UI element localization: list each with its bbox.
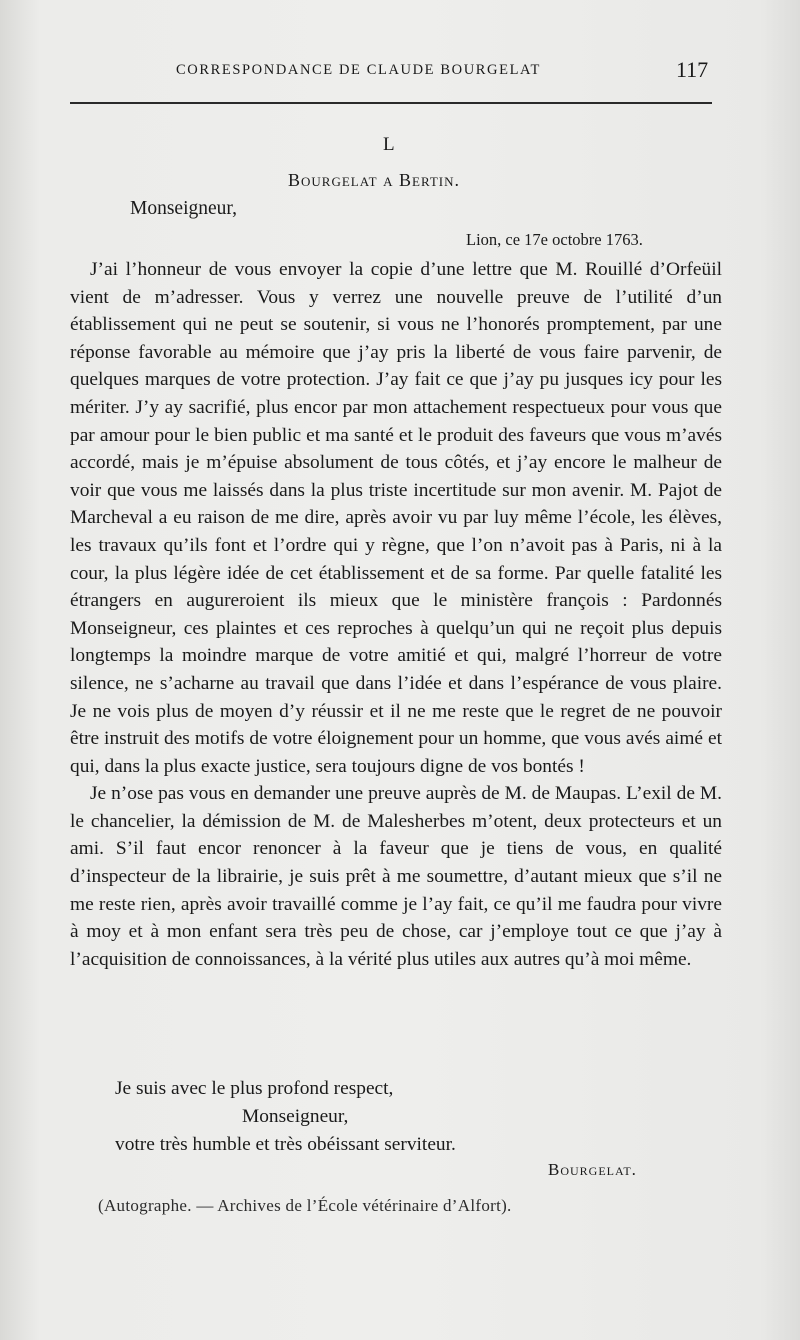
closing-address: Monseigneur, bbox=[242, 1106, 349, 1127]
letter-numeral: L bbox=[383, 134, 395, 155]
closing-formula: Je suis avec le plus profond respect, bbox=[115, 1078, 394, 1099]
salutation: Monseigneur, bbox=[130, 198, 237, 219]
dateline: Lion, ce 17e octobre 1763. bbox=[466, 230, 643, 249]
header-rule bbox=[70, 102, 712, 104]
signature: Bourgelat. bbox=[548, 1160, 637, 1179]
paragraph: Je n’ose pas vous en demander une preuve auprès de M. de Maupas. L’exil de M. le chancelier, la démission de M. de Malesherbes m’otent, deux protecteurs et un ami. S’il faut encor renoncer à la faveur que je tiens de vous, en qualité d’inspecteur de la librairie, je suis prêt à me soumettre, d’autant mieux que s’il ne me reste rien, après avoir travaillé comme je l’ay fait, ce qu’il me faudra pour vivre à moy et à mon enfant sera très peu de chose, car j’employe tout ce que j’ay à l’acquisition de connoissances, à la vérité plus utiles aux autres qu’à moi même. bbox=[70, 783, 722, 970]
paragraph: J’ai l’honneur de vous envoyer la copie d’une lettre que M. Rouillé d’Orfeüil vient de m’adresser. Vous y verrez une nouvelle preuve de l’utilité d’un établissement qui ne peut se soutenir, si vous ne l’honorés promptement, par une réponse favorable au mémoire que j’ay pris la liberté de vous faire parvenir, de quelques marques de votre protection. J’ay fait ce que j’ay pu jusques icy pour les mériter. J’y ay sacrifié, plus encor par mon attachement respectueux pour vous que par amour pour le bien public et ma santé et le produit des faveurs que vous m’avés accordé, mais je m’épuise absolument de tous côtés, et j’ay encore le malheur de voir que vous me laissés dans la plus triste incertitude sur mon avenir. M. Pajot de Marcheval a eu raison de me dire, après avoir vu par luy même l’école, les élèves, les travaux qu’ils font et l’ordre qui y règne, que l’on n’avoit pas à Paris, ni à la cour, la plus légère idée de cet établissement et de sa forme. Par quelle fatalité les étrangers en augureroient ils mieux que le ministère françois : Pardonnés Monseigneur, ces plaintes et ces reproches à quelqu’un qui ne reçoit plus depuis longtemps la moindre marque de votre amitié et qui, malgré l’horreur de votre silence, ne s’acharne au travail que dans l’idée et dans l’espérance de vous plaire. Je ne vois plus de moyen d’y réussir et il ne me reste que le regret de ne pouvoir être instruit des motifs de votre éloignement pour un homme, que vous avés aimé et qui, dans la plus exacte justice, sera toujours digne de vos bontés ! bbox=[70, 259, 722, 777]
page-number: 117 bbox=[676, 57, 709, 82]
letter-heading: Bourgelat a Bertin. bbox=[288, 170, 460, 190]
running-title: CORRESPONDANCE DE CLAUDE BOURGELAT bbox=[176, 62, 541, 78]
letter-body bbox=[70, 256, 722, 973]
source-note: (Autographe. — Archives de l’École vétérinaire d’Alfort). bbox=[98, 1196, 512, 1215]
closing-servant: votre très humble et très obéissant serviteur. bbox=[115, 1134, 456, 1155]
